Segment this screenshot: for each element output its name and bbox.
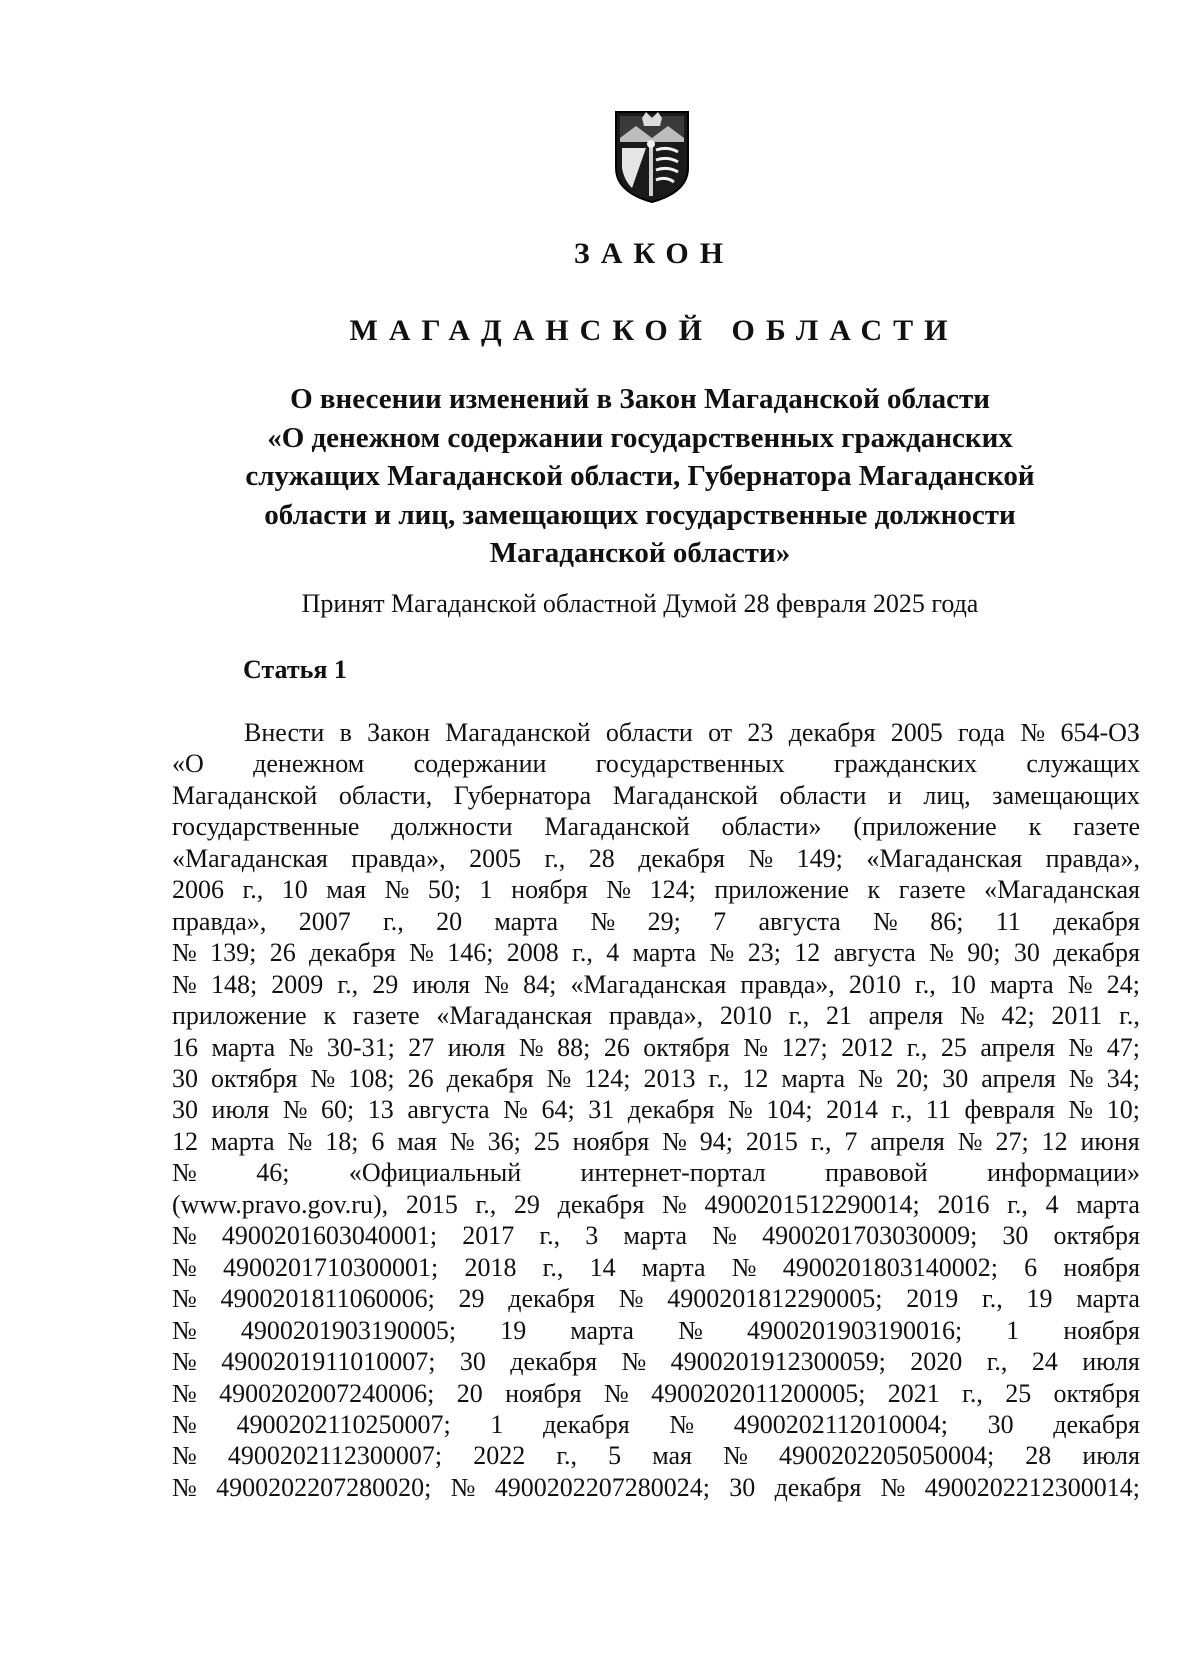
body-line: № 4900201911010007; 30 декабря № 4900201912300059; 2020 г., 24 июля [172,1347,1140,1377]
document-type-heading: ЗАКОН [573,237,735,270]
body-line: № 4900202110250007; 1 декабря № 4900202112010004; 30 декабря [172,1409,1140,1439]
law-title [190,380,1090,573]
body-line: № 139; 26 декабря № 146; 2008 г., 4 марта № 23; 12 августа № 90; 30 декабря [172,938,1140,968]
body-line: № 148; 2009 г., 29 июля № 84; «Магаданская правда», 2010 г., 10 марта № 24; [172,969,1140,999]
body-line: № 46; «Официальный интернет-портал правовой информации» [172,1158,1140,1188]
body-line: правда», 2007 г., 20 марта № 29; 7 августа № 86; 11 декабря [172,906,1140,936]
coat-of-arms-icon [612,108,692,204]
body-line: № 4900201811060006; 29 декабря № 4900201812290005; 2019 г., 19 марта [172,1284,1140,1314]
article-body [172,717,1140,1503]
body-line: приложение к газете «Магаданская правда», 2010 г., 21 апреля № 42; 2011 г., [172,1001,1140,1031]
law-title-line: служащих Магаданской области, Губернатора Магаданской [245,460,1035,492]
body-line: (www.pravo.gov.ru), 2015 г., 29 декабря № 4900201512290014; 2016 г., 4 марта [172,1189,1140,1219]
body-line: № 4900202112300007; 2022 г., 5 мая № 4900202205050004; 28 июля [172,1441,1140,1471]
body-line: 16 марта № 30-31; 27 июля № 88; 26 октября № 127; 2012 г., 25 апреля № 47; [172,1032,1140,1062]
law-title-line: области и лиц, замещающих государственные должности [264,498,1016,531]
region-heading: МАГАДАНСКОЙ ОБЛАСТИ [349,314,959,347]
body-line: № 4900201903190005; 19 марта № 4900201903190016; 1 ноября [172,1315,1140,1345]
body-line: Магаданской области, Губернатора Магаданской области и лиц, замещающих [172,780,1140,810]
law-title-line: Магаданской области» [489,537,791,569]
body-line: № 4900202207280020; № 4900202207280024; 30 декабря № 4900202212300014; [172,1472,1140,1502]
body-line: № 4900201603040001; 2017 г., 3 марта № 4900201703030009; 30 октября [172,1221,1140,1251]
body-line: № 4900201710300001; 2018 г., 14 марта № 4900201803140002; 6 ноября [172,1252,1140,1282]
body-line: Внести в Закон Магаданской области от 23 декабря 2005 года № 654-ОЗ [244,718,1140,747]
body-line: «Магаданская правда», 2005 г., 28 декабря № 149; «Магаданская правда», [172,843,1140,873]
body-line: № 4900202007240006; 20 ноября № 4900202011200005; 2021 г., 25 октября [172,1378,1140,1408]
body-line: государственные должности Магаданской области» (приложение к газете [172,812,1140,842]
body-line: «О денежном содержании государственных гражданских служащих [172,749,1140,779]
body-line: 30 октября № 108; 26 декабря № 124; 2013 г., 12 марта № 20; 30 апреля № 34; [172,1063,1140,1093]
body-line: 12 марта № 18; 6 мая № 36; 25 ноября № 94; 2015 г., 7 апреля № 27; 12 июня [172,1126,1140,1156]
law-title-line: О внесении изменений в Закон Магаданской области [290,383,990,415]
adoption-statement: Принят Магаданской областной Думой 28 февраля 2025 года [301,589,979,618]
body-line: 30 июля № 60; 13 августа № 64; 31 декабря № 104; 2014 г., 11 февраля № 10; [172,1095,1140,1125]
law-title-line: «О денежном содержании государственных гражданских [267,421,1013,454]
body-line: 2006 г., 10 мая № 50; 1 ноября № 124; приложение к газете «Магаданская [172,875,1140,905]
article-heading: Статья 1 [243,655,347,684]
